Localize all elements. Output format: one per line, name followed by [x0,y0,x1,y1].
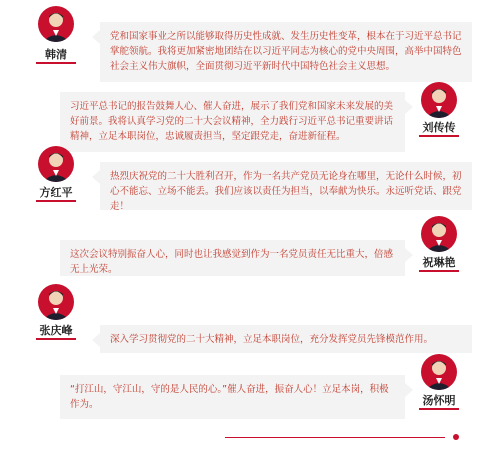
speaker-name: 刘传传 [422,121,456,134]
person-avatar-icon [38,284,74,320]
quote-bubble: 热烈庆祝党的二十大胜利召开，作为一名共产党员无论身在哪里，无论什么时候，初心不能忘、立场不能丢。我们应该以责任为担当，以奉献为快乐。永远听党话、跟党走！ [100,162,472,210]
person-avatar-icon [38,6,74,42]
person-avatar-icon [38,146,74,182]
name-underline [36,62,76,64]
person-avatar-icon [421,354,457,390]
person-avatar-icon [421,82,457,118]
speaker-name: 祝琳艳 [422,256,456,269]
quote-bubble: 这次会议特别振奋人心，同时也让我感觉到作为一名党员责任无比重大，倍感无上光荣。 [60,240,405,276]
speaker-name: 韩清 [45,48,67,61]
footer-divider [225,437,445,438]
quote-bubble: “打江山，守江山，守的是人民的心。”催人奋进，振奋人心！立足本岗，积极作为。 [60,375,405,419]
person-avatar-icon [421,216,457,252]
name-underline [419,270,459,272]
name-underline [36,338,76,340]
quote-bubble: 党和国家事业之所以能够取得历史性成就、发生历史性变革，根本在于习近平总书记掌舵领航。我将更加紧密地团结在以习近平同志为核心的党中央周围，高举中国特色社会主义伟大旗帜，全面贯彻习近平新时代中国特色社会主义思想。 [100,22,472,82]
speaker-name: 方红平 [39,186,73,199]
name-underline [419,135,459,137]
footer-dot [453,434,459,440]
name-underline [36,200,76,202]
quote-bubble: 习近平总书记的报告鼓舞人心、催人奋进，展示了我们党和国家未来发展的美好前景。我将认真学习党的二十大会议精神，全力践行习近平总书记重要讲话精神，立足本职岗位，忠诚履责担当，坚定跟党走，奋进新征程。 [60,92,405,152]
speaker-name: 张庆峰 [39,324,73,337]
speaker-name: 汤怀明 [422,394,456,407]
quote-bubble: 深入学习贯彻党的二十大精神，立足本职岗位，充分发挥党员先锋模范作用。 [100,325,472,353]
name-underline [419,408,459,410]
